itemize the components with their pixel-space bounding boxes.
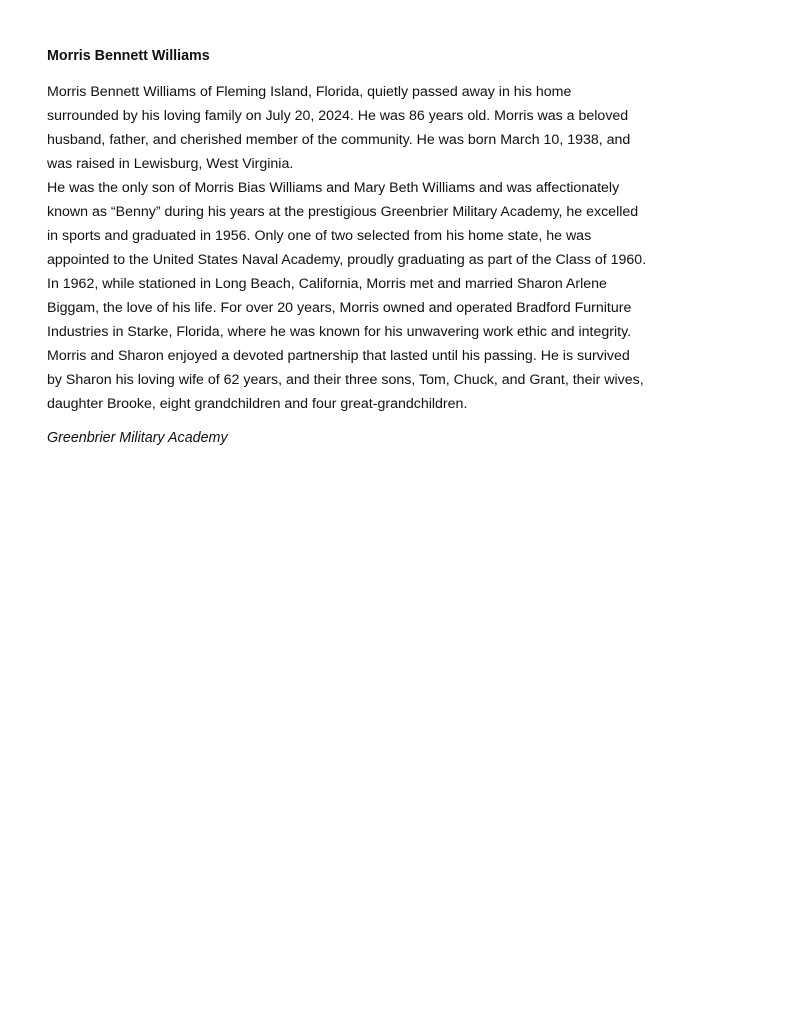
body-line: was raised in Lewisburg, West Virginia. [47,156,294,172]
body-line: daughter Brooke, eight grandchildren and four great-grandchildren. [47,396,468,412]
body-line: He was the only son of Morris Bias Williams and Mary Beth Williams and was affectionately [47,180,620,196]
body-line: Industries in Starke, Florida, where he was known for his unwavering work ethic and integrity. [47,324,632,340]
page-title: Morris Bennett Williams [47,48,210,64]
body-line: Morris Bennett Williams of Fleming Island, Florida, quietly passed away in his home [47,84,572,100]
caption: Greenbrier Military Academy [47,430,228,446]
document-content [47,44,747,450]
body-line: surrounded by his loving family on July 20, 2024. He was 86 years old. Morris was a beloved [47,108,629,124]
obituary-body [47,80,747,416]
body-line: known as “Benny” during his years at the prestigious Greenbrier Military Academy, he excelled [47,204,639,220]
body-line: in sports and graduated in 1956. Only one of two selected from his home state, he was [47,228,592,244]
body-line: appointed to the United States Naval Academy, proudly graduating as part of the Class of 1960. [47,252,647,268]
body-line: husband, father, and cherished member of the community. He was born March 10, 1938, and [47,132,631,148]
body-line: by Sharon his loving wife of 62 years, and their three sons, Tom, Chuck, and Grant, their wives, [47,372,644,388]
body-line: In 1962, while stationed in Long Beach, California, Morris met and married Sharon Arlene [47,276,607,292]
body-line: Biggam, the love of his life. For over 20 years, Morris owned and operated Bradford Furniture [47,300,632,316]
body-line: Morris and Sharon enjoyed a devoted partnership that lasted until his passing. He is survived [47,348,630,364]
